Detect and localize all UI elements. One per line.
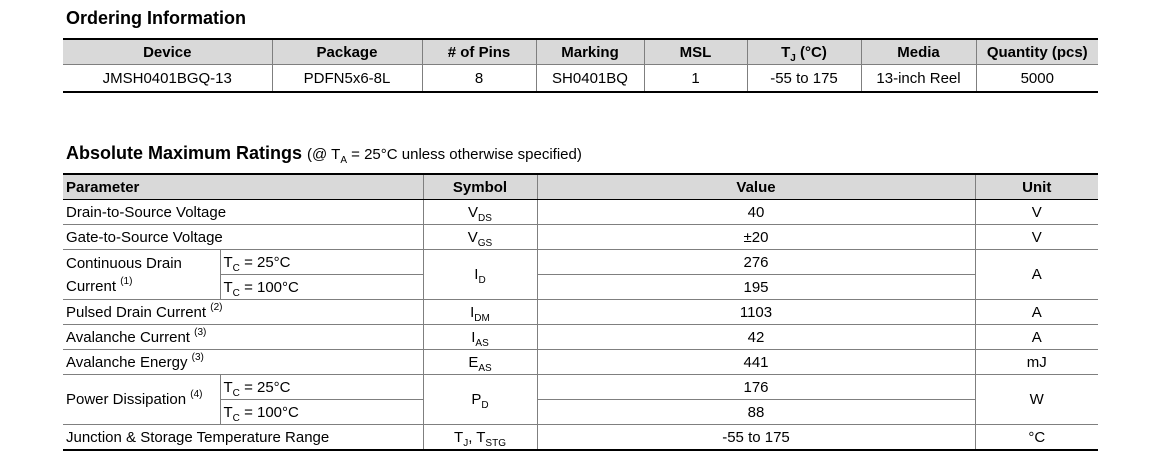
cell-device: JMSH0401BGQ-13: [63, 65, 272, 93]
unit-idm: A: [975, 300, 1098, 325]
table-row: [63, 300, 1098, 325]
header-media: Media: [861, 39, 976, 65]
value-tj: -55 to 175: [537, 425, 975, 451]
cell-package: PDFN5x6-8L: [272, 65, 422, 93]
unit-vgs: V: [975, 225, 1098, 250]
cell-media: 13-inch Reel: [861, 65, 976, 93]
header-msl: MSL: [644, 39, 747, 65]
value-id-100: 195: [537, 275, 975, 300]
amr-title: [66, 143, 582, 164]
amr-table: [63, 173, 1098, 451]
param-idm: Pulsed Drain Current $^{(2)}$: [63, 300, 423, 325]
symbol-pd: $P_D$: [423, 375, 537, 425]
symbol-eas: $E_{AS}$: [423, 350, 537, 375]
cond-pd-100: $T_C = 100^\circ C$: [220, 400, 423, 425]
symbol-vds: $V_{DS}$: [423, 200, 537, 225]
table-row: [63, 325, 1098, 350]
table-row: [63, 350, 1098, 375]
ordering-row: [63, 65, 1098, 93]
table-row: [63, 375, 1098, 400]
symbol-vgs: $V_{GS}$: [423, 225, 537, 250]
unit-id: A: [975, 250, 1098, 300]
table-row: [63, 250, 1098, 275]
ordering-header-row: [63, 39, 1098, 65]
table-row: [63, 225, 1098, 250]
header-unit: Unit: [975, 174, 1098, 200]
cell-marking: SH0401BQ: [536, 65, 644, 93]
param-id: Continuous Drain Current $^{(1)}$: [63, 250, 220, 300]
value-idm: 1103: [537, 300, 975, 325]
value-id-25: 276: [537, 250, 975, 275]
header-package: Package: [272, 39, 422, 65]
cell-tj: -55 to 175: [747, 65, 861, 93]
value-vds: 40: [537, 200, 975, 225]
param-pd: Power Dissipation $^{(4)}$: [63, 375, 220, 425]
unit-eas: mJ: [975, 350, 1098, 375]
header-value: Value: [537, 174, 975, 200]
header-device: Device: [63, 39, 272, 65]
ordering-information-title: Ordering Information: [66, 8, 246, 28]
table-row: [63, 200, 1098, 225]
value-ias: 42: [537, 325, 975, 350]
cell-quantity: 5000: [976, 65, 1098, 93]
symbol-ias: $I_{AS}$: [423, 325, 537, 350]
unit-vds: V: [975, 200, 1098, 225]
value-vgs: ±20: [537, 225, 975, 250]
cell-pins: 8: [422, 65, 536, 93]
amr-subtitle: (@ $T_A = 25^\circ C$ unless otherwise specified): [307, 146, 582, 166]
cond-id-100: $T_C = 100^\circ C$: [220, 275, 423, 300]
header-marking: Marking: [536, 39, 644, 65]
param-eas: Avalanche Energy $^{(3)}$: [63, 350, 423, 375]
header-tj: $T_J$ (°C): [747, 39, 861, 65]
value-pd-100: 88: [537, 400, 975, 425]
param-tj: Junction & Storage Temperature Range: [63, 425, 423, 451]
param-ias: Avalanche Current $^{(3)}$: [63, 325, 423, 350]
param-vgs: Gate-to-Source Voltage: [63, 225, 423, 250]
unit-tj: °C: [975, 425, 1098, 451]
header-quantity: Quantity (pcs): [976, 39, 1098, 65]
cond-id-25: $T_C = 25^\circ C$: [220, 250, 423, 275]
cell-msl: 1: [644, 65, 747, 93]
header-parameter: Parameter: [63, 174, 423, 200]
unit-ias: A: [975, 325, 1098, 350]
value-eas: 441: [537, 350, 975, 375]
amr-title-text: Absolute Maximum Ratings: [66, 143, 303, 163]
symbol-tj: $T_J$, $T_{STG}$: [423, 425, 537, 451]
amr-header-row: [63, 174, 1098, 200]
value-pd-25: 176: [537, 375, 975, 400]
header-pins: # of Pins: [422, 39, 536, 65]
header-symbol: Symbol: [423, 174, 537, 200]
symbol-id: $I_D$: [423, 250, 537, 300]
symbol-idm: $I_{DM}$: [423, 300, 537, 325]
ordering-table: [63, 38, 1098, 93]
param-vds: Drain-to-Source Voltage: [63, 200, 423, 225]
cond-pd-25: $T_C = 25^\circ C$: [220, 375, 423, 400]
unit-pd: W: [975, 375, 1098, 425]
table-row: [63, 425, 1098, 451]
